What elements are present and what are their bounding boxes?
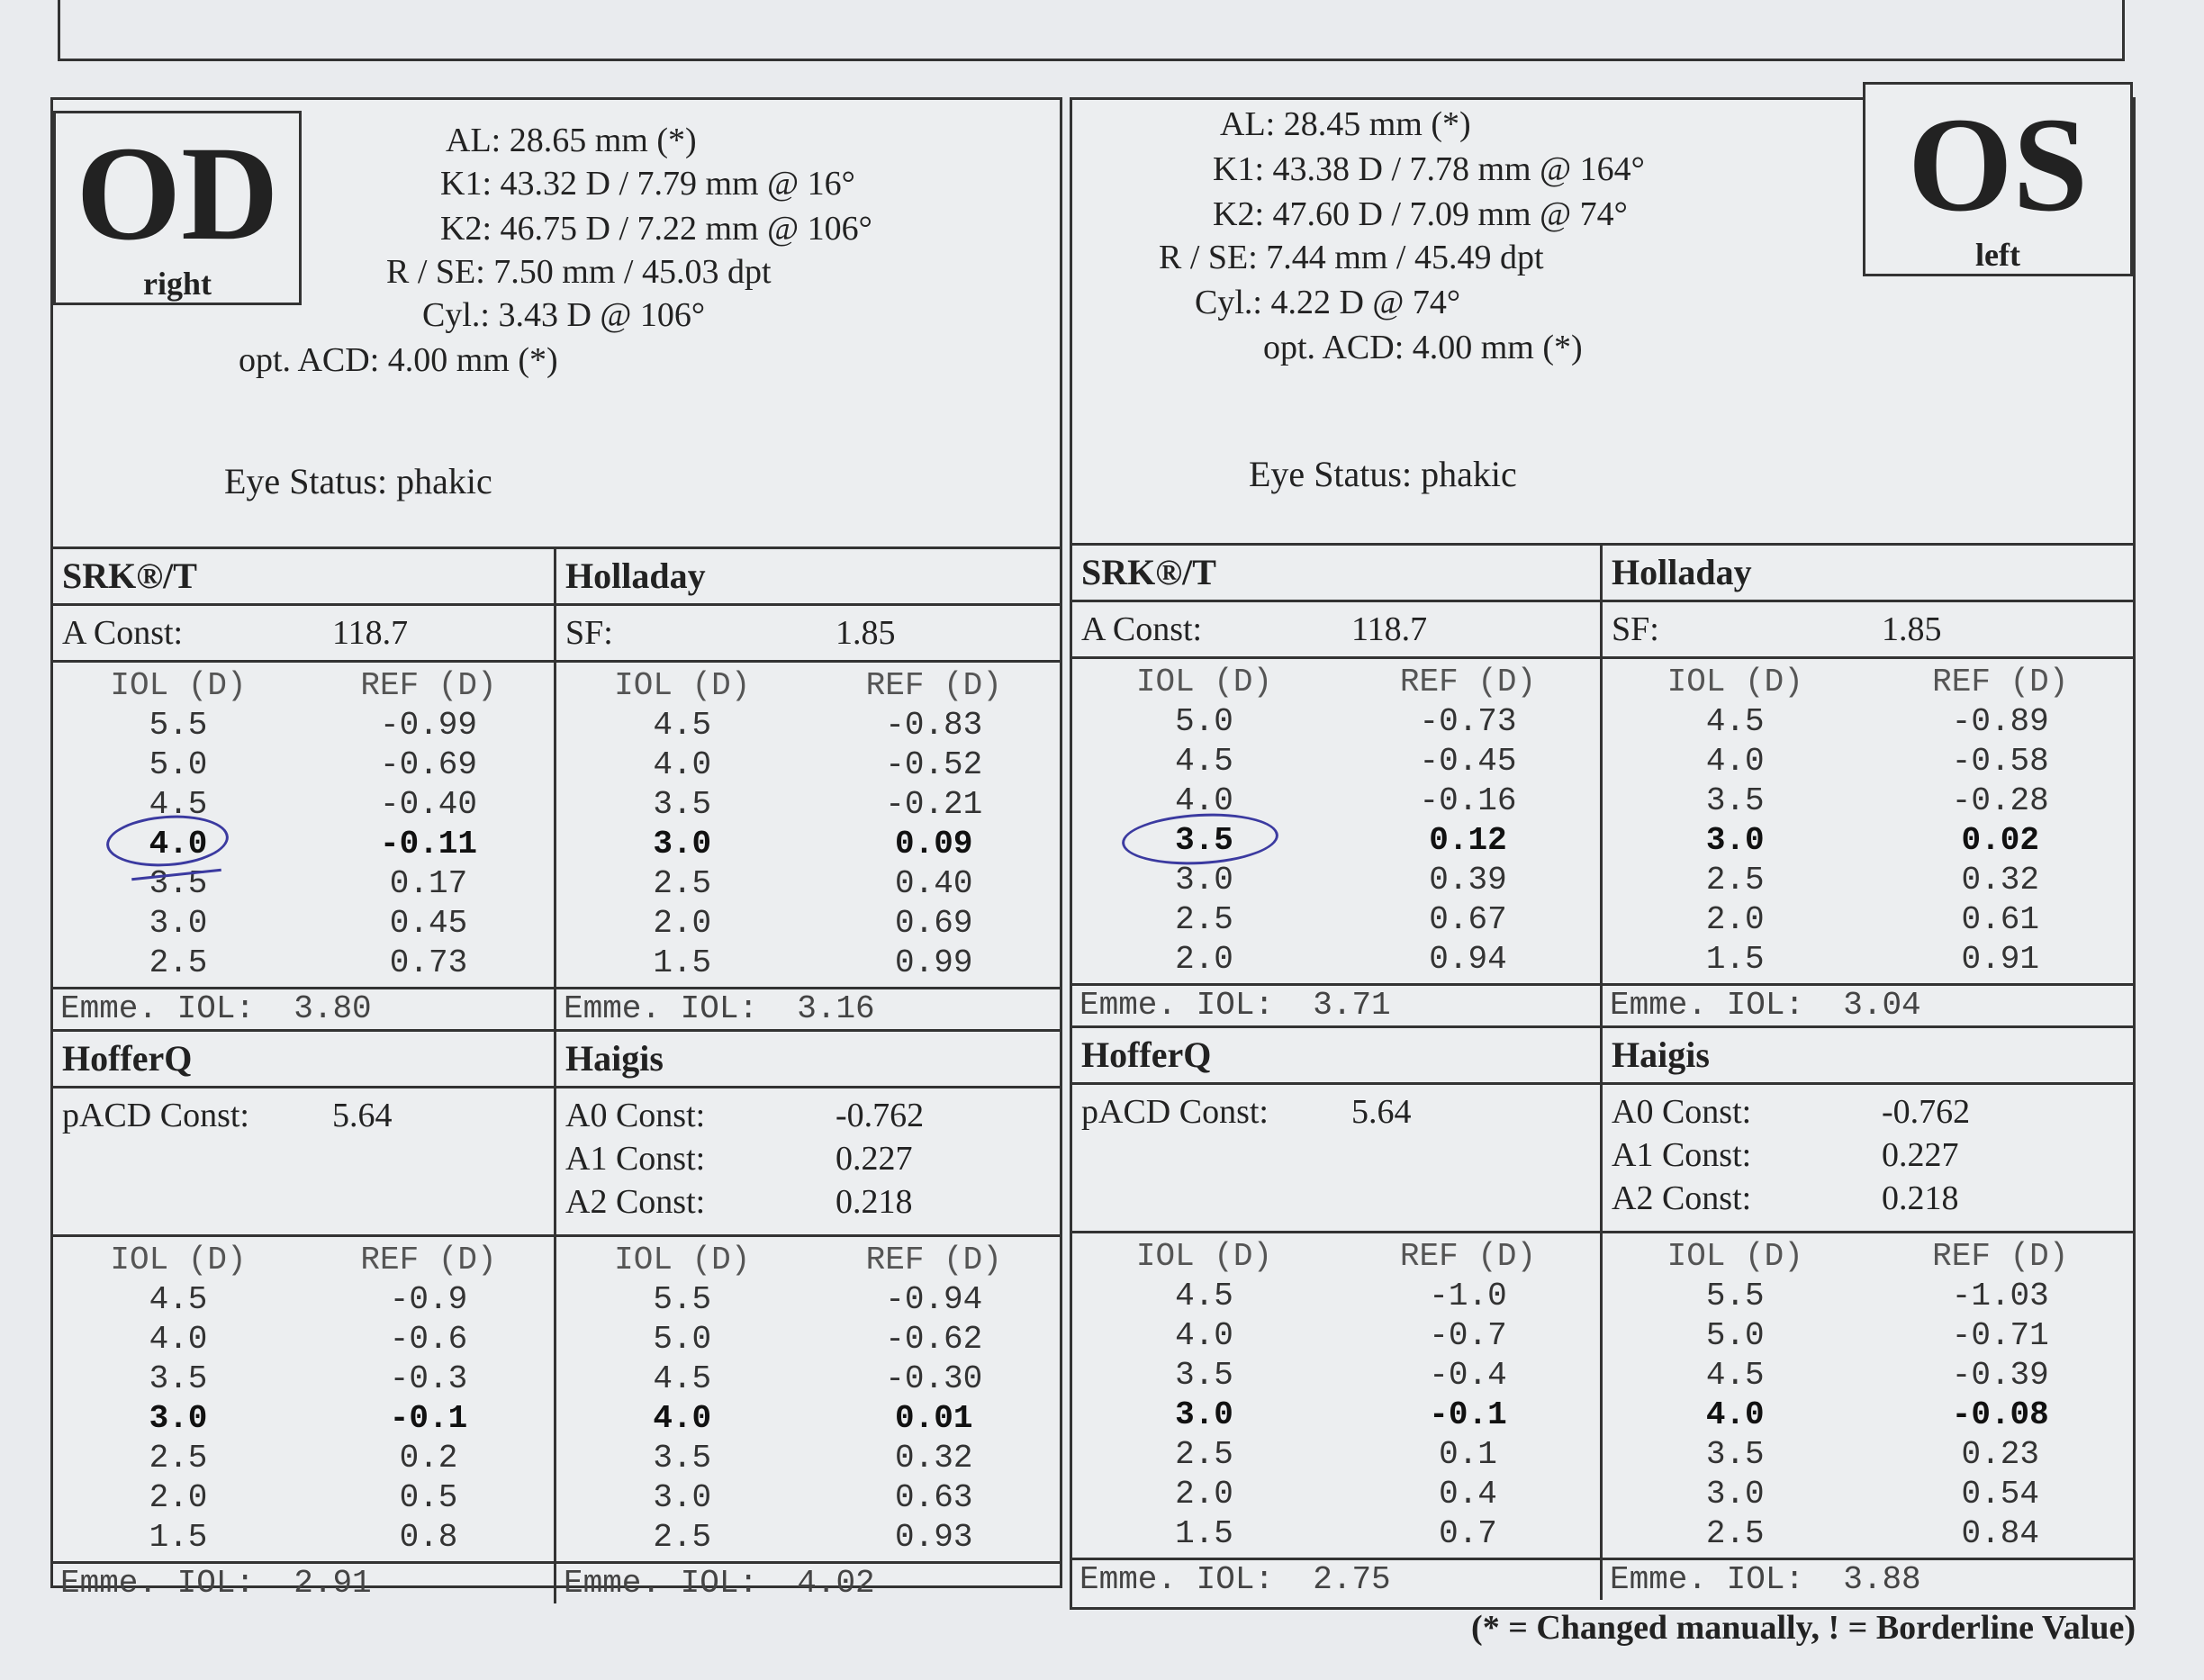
od-haigis: [556, 1032, 1060, 1603]
iol-cell: 3.0: [149, 1400, 208, 1437]
table-row: [556, 785, 1060, 825]
emme-iol: Emme. IOL: 3.80: [53, 987, 554, 1029]
ref-cell: 0.54: [1961, 1476, 2039, 1513]
table-header: [1603, 663, 2133, 702]
table-row: [53, 745, 554, 785]
ref-cell: -0.7: [1429, 1317, 1507, 1354]
iol-cell: 4.5: [1705, 703, 1765, 740]
od-side-label: right: [143, 266, 212, 302]
iol-cell: IOL (D): [1135, 1238, 1273, 1275]
ref-cell: 0.91: [1961, 941, 2039, 978]
ref-cell: 0.12: [1429, 822, 1507, 859]
os-k1: K1: 43.38 D / 7.78 mm @ 164°: [1213, 150, 1645, 188]
iol-cell: 5.0: [1175, 703, 1233, 740]
ref-cell: 0.17: [389, 865, 468, 902]
table-row: [1072, 702, 1600, 742]
ref-cell: -0.45: [1419, 743, 1517, 780]
table-row: [1072, 742, 1600, 781]
iol-cell: 2.0: [653, 905, 712, 942]
os-k2: K2: 47.60 D / 7.09 mm @ 74°: [1213, 195, 1628, 233]
iol-cell: 2.0: [1175, 941, 1233, 978]
ref-cell: -0.40: [379, 786, 478, 823]
ref-cell: -0.89: [1951, 703, 2049, 740]
iol-cell: 2.5: [149, 944, 208, 981]
ref-cell: 0.32: [895, 1440, 973, 1477]
iol-cell: 3.5: [149, 1360, 208, 1397]
ref-cell: -0.28: [1951, 782, 2049, 819]
table-row: [556, 1359, 1060, 1399]
table-row: [1072, 821, 1600, 861]
table-row: [1603, 861, 2133, 900]
ref-cell: -0.1: [389, 1400, 468, 1437]
ref-cell: -0.16: [1419, 782, 1517, 819]
iol-cell: 2.5: [1175, 1436, 1233, 1473]
formula-title: HofferQ: [1072, 1028, 1600, 1085]
ref-cell: 0.94: [1429, 941, 1507, 978]
ref-cell: -0.08: [1951, 1396, 2049, 1433]
iol-ref-table: [1603, 1233, 2133, 1558]
iol-cell: IOL (D): [1667, 1238, 1803, 1275]
od-label: OD: [76, 119, 279, 268]
iol-cell: IOL (D): [614, 1242, 751, 1278]
emme-iol: Emme. IOL: 3.88: [1603, 1558, 2133, 1600]
table-row: [53, 1478, 554, 1518]
iol-cell: 3.5: [149, 865, 208, 902]
table-row: [1072, 1316, 1600, 1356]
os-label: OS: [1907, 90, 2089, 239]
ref-cell: 0.61: [1961, 901, 2039, 938]
iol-cell: 4.0: [149, 1321, 208, 1358]
table-header: [556, 1241, 1060, 1280]
ref-cell: -0.30: [885, 1360, 983, 1397]
ref-cell: 0.5: [399, 1479, 458, 1516]
iol-cell: IOL (D): [110, 667, 247, 704]
ref-cell: -0.73: [1419, 703, 1517, 740]
emme-iol: Emme. IOL: 3.71: [1072, 983, 1600, 1025]
os-acd: opt. ACD: 4.00 mm (*): [1263, 329, 1583, 366]
os-header: [1072, 90, 2133, 546]
iol-cell: 4.0: [1705, 743, 1765, 780]
ref-cell: 0.67: [1429, 901, 1507, 938]
ref-cell: REF (D): [360, 667, 497, 704]
formula-title: Haigis: [556, 1032, 1060, 1088]
os-rse: R / SE: 7.44 mm / 45.49 dpt: [1159, 239, 1544, 276]
od-eye-status: Eye Status: phakic: [224, 461, 492, 501]
iol-cell: 2.5: [149, 1440, 208, 1477]
iol-cell: 4.0: [149, 826, 208, 863]
iol-cell: 5.0: [653, 1321, 712, 1358]
iol-cell: 4.5: [149, 786, 208, 823]
iol-cell: 5.0: [149, 746, 208, 783]
formula-title: Haigis: [1603, 1028, 2133, 1085]
ref-cell: -0.69: [379, 746, 478, 783]
ref-cell: -0.3: [389, 1360, 468, 1397]
ref-cell: 0.69: [895, 905, 973, 942]
iol-cell: IOL (D): [1667, 664, 1803, 700]
table-row: [53, 1280, 554, 1320]
ref-cell: REF (D): [1399, 1238, 1537, 1275]
table-row: [53, 1320, 554, 1359]
constant-row: pACD Const: 5.64: [1072, 1085, 1600, 1233]
constant-row: A Const: 118.7: [1072, 602, 1600, 659]
table-row: [556, 1399, 1060, 1439]
od-holladay: [556, 549, 1060, 1029]
table-row: [1603, 1356, 2133, 1395]
iol-cell: 5.0: [1705, 1317, 1765, 1354]
ref-cell: 0.09: [895, 826, 973, 863]
table-header: [53, 1241, 554, 1280]
emme-iol: Emme. IOL: 2.75: [1072, 1558, 1600, 1600]
table-header: [53, 666, 554, 706]
iol-cell: 2.5: [1705, 862, 1765, 899]
ref-cell: 0.1: [1439, 1436, 1497, 1473]
table-row: [1072, 861, 1600, 900]
iol-cell: 3.5: [1175, 1357, 1233, 1394]
os-haigis: [1603, 1028, 2133, 1600]
iol-cell: 4.0: [653, 1400, 712, 1437]
table-row: [53, 1439, 554, 1478]
ref-cell: 0.7: [1439, 1515, 1497, 1552]
os-hofferq: [1072, 1028, 1603, 1600]
table-row: [1603, 1395, 2133, 1435]
iol-cell: 5.5: [653, 1281, 712, 1318]
table-row: [53, 864, 554, 904]
ref-cell: 0.63: [895, 1479, 973, 1516]
ref-cell: 0.73: [389, 944, 468, 981]
iol-cell: 3.0: [653, 1479, 712, 1516]
constant-row: SF: 1.85: [556, 606, 1060, 663]
iol-cell: IOL (D): [1135, 664, 1273, 700]
ref-cell: 0.02: [1961, 822, 2039, 859]
iol-cell: 3.5: [653, 1440, 712, 1477]
table-row: [1072, 1395, 1600, 1435]
table-row: [556, 1478, 1060, 1518]
table-row: [53, 785, 554, 825]
od-srkt: [53, 549, 556, 1029]
ref-cell: 0.45: [389, 905, 468, 942]
ref-cell: -0.6: [389, 1321, 468, 1358]
iol-cell: 2.0: [1705, 901, 1765, 938]
ref-cell: -0.52: [885, 746, 983, 783]
table-row: [556, 745, 1060, 785]
table-row: [556, 904, 1060, 944]
table-row: [1072, 900, 1600, 940]
iol-cell: 4.5: [1175, 743, 1233, 780]
table-row: [53, 706, 554, 745]
iol-cell: 4.5: [653, 707, 712, 744]
table-row: [1072, 940, 1600, 980]
iol-ref-table: [556, 1237, 1060, 1561]
os-panel: [1070, 90, 2136, 1610]
iol-cell: 4.0: [1175, 1317, 1233, 1354]
ref-cell: REF (D): [360, 1242, 497, 1278]
od-k1: K1: 43.32 D / 7.79 mm @ 16°: [440, 165, 855, 203]
formula-title: HofferQ: [53, 1032, 554, 1088]
table-row: [53, 944, 554, 983]
ref-cell: REF (D): [865, 1242, 1002, 1278]
table-row: [556, 864, 1060, 904]
iol-ref-table: [53, 663, 554, 987]
ref-cell: 0.40: [895, 865, 973, 902]
od-k2: K2: 46.75 D / 7.22 mm @ 106°: [440, 210, 872, 248]
iol-ref-table: [1072, 1233, 1600, 1558]
ref-cell: -0.1: [1429, 1396, 1507, 1433]
ref-cell: REF (D): [1932, 1238, 2069, 1275]
table-row: [1603, 1475, 2133, 1514]
table-row: [1603, 1435, 2133, 1475]
iol-cell: 4.0: [1705, 1396, 1765, 1433]
iol-ref-table: [53, 1237, 554, 1561]
os-al: AL: 28.45 mm (*): [1220, 105, 1471, 143]
os-eye-status: Eye Status: phakic: [1249, 454, 1517, 494]
ref-cell: 0.93: [895, 1519, 973, 1556]
table-row: [1072, 1514, 1600, 1554]
table-row: [1603, 781, 2133, 821]
iol-cell: 3.0: [1175, 862, 1233, 899]
formula-title: SRK®/T: [1072, 546, 1600, 602]
iol-cell: 3.0: [1705, 822, 1765, 859]
od-cyl: Cyl.: 3.43 D @ 106°: [422, 296, 706, 334]
os-cyl: Cyl.: 4.22 D @ 74°: [1195, 284, 1461, 321]
ref-cell: 0.4: [1439, 1476, 1497, 1513]
od-hofferq: [53, 1032, 556, 1603]
constant-row: A Const: 118.7: [53, 606, 554, 663]
ref-cell: -0.11: [379, 826, 478, 863]
formula-title: SRK®/T: [53, 549, 554, 606]
iol-cell: IOL (D): [614, 667, 751, 704]
constant-row: pACD Const: 5.64: [53, 1088, 554, 1237]
iol-cell: 3.5: [1175, 822, 1233, 859]
ref-cell: -0.83: [885, 707, 983, 744]
table-row: [1072, 1435, 1600, 1475]
od-header: [53, 100, 1060, 549]
iol-cell: 5.5: [1705, 1278, 1765, 1314]
iol-cell: 4.0: [653, 746, 712, 783]
table-header: [1072, 663, 1600, 702]
table-row: [53, 1399, 554, 1439]
table-row: [1603, 1514, 2133, 1554]
iol-cell: 1.5: [1705, 941, 1765, 978]
ref-cell: 0.8: [399, 1519, 458, 1556]
table-row: [1072, 1356, 1600, 1395]
ref-cell: 0.23: [1961, 1436, 2039, 1473]
ref-cell: 0.2: [399, 1440, 458, 1477]
ref-cell: 0.32: [1961, 862, 2039, 899]
table-row: [1603, 900, 2133, 940]
ref-cell: REF (D): [865, 667, 1002, 704]
formula-title: Holladay: [1603, 546, 2133, 602]
iol-cell: 4.5: [1175, 1278, 1233, 1314]
ref-cell: -0.71: [1951, 1317, 2049, 1354]
top-blank-box: [58, 0, 2125, 61]
ref-cell: 0.01: [895, 1400, 973, 1437]
constant-row: A0 Const: -0.762 A1 Const: 0.227 A2 Const: 0.218: [556, 1088, 1060, 1237]
table-row: [1603, 940, 2133, 980]
ref-cell: 0.84: [1961, 1515, 2039, 1552]
os-side-label: left: [1975, 237, 2020, 273]
iol-ref-table: [1072, 659, 1600, 983]
table-row: [53, 904, 554, 944]
iol-ref-table: [556, 663, 1060, 987]
table-row: [556, 1320, 1060, 1359]
table-row: [1603, 742, 2133, 781]
iol-cell: 3.5: [653, 786, 712, 823]
table-row: [556, 1518, 1060, 1558]
iol-cell: 4.5: [653, 1360, 712, 1397]
ref-cell: -0.39: [1951, 1357, 2049, 1394]
iol-cell: 1.5: [653, 944, 712, 981]
table-row: [1603, 1316, 2133, 1356]
table-row: [1603, 1277, 2133, 1316]
iol-cell: 2.5: [653, 865, 712, 902]
table-row: [556, 825, 1060, 864]
os-holladay: [1603, 546, 2133, 1025]
ref-cell: -0.94: [885, 1281, 983, 1318]
table-row: [53, 1359, 554, 1399]
emme-iol: Emme. IOL: 4.02: [556, 1561, 1060, 1603]
iol-cell: 2.0: [149, 1479, 208, 1516]
emme-iol: Emme. IOL: 3.04: [1603, 983, 2133, 1025]
iol-cell: 5.5: [149, 707, 208, 744]
os-srkt: [1072, 546, 1603, 1025]
table-row: [1072, 1475, 1600, 1514]
emme-iol: Emme. IOL: 2.91: [53, 1561, 554, 1603]
od-acd: opt. ACD: 4.00 mm (*): [239, 341, 558, 379]
table-header: [1603, 1237, 2133, 1277]
iol-cell: 2.5: [653, 1519, 712, 1556]
ref-cell: -1.0: [1429, 1278, 1507, 1314]
ref-cell: -0.9: [389, 1281, 468, 1318]
iol-cell: IOL (D): [110, 1242, 247, 1278]
table-header: [556, 666, 1060, 706]
table-row: [1072, 1277, 1600, 1316]
table-row: [1603, 702, 2133, 742]
footnote: (* = Changed manually, ! = Borderline Value): [1471, 1609, 2136, 1647]
iol-cell: 3.0: [149, 905, 208, 942]
iol-cell: 3.0: [1705, 1476, 1765, 1513]
ref-cell: -0.99: [379, 707, 478, 744]
table-row: [556, 706, 1060, 745]
ref-cell: REF (D): [1932, 664, 2069, 700]
table-header: [1072, 1237, 1600, 1277]
iol-cell: 4.5: [1705, 1357, 1765, 1394]
iol-ref-table: [1603, 659, 2133, 983]
od-al: AL: 28.65 mm (*): [446, 122, 697, 159]
table-row: [53, 825, 554, 864]
os-badge: [1863, 82, 2133, 276]
iol-cell: 2.0: [1175, 1476, 1233, 1513]
iol-cell: 2.5: [1705, 1515, 1765, 1552]
ref-cell: -0.21: [885, 786, 983, 823]
emme-iol: Emme. IOL: 3.16: [556, 987, 1060, 1029]
formula-title: Holladay: [556, 549, 1060, 606]
constant-row: SF: 1.85: [1603, 602, 2133, 659]
od-rse: R / SE: 7.50 mm / 45.03 dpt: [386, 253, 772, 291]
table-row: [556, 944, 1060, 983]
table-row: [1603, 821, 2133, 861]
table-row: [556, 1439, 1060, 1478]
od-badge: [53, 111, 302, 305]
iol-cell: 4.0: [1175, 782, 1233, 819]
ref-cell: 0.39: [1429, 862, 1507, 899]
iol-cell: 3.5: [1705, 782, 1765, 819]
iol-cell: 4.5: [149, 1281, 208, 1318]
ref-cell: REF (D): [1399, 664, 1537, 700]
ref-cell: -0.58: [1951, 743, 2049, 780]
table-row: [53, 1518, 554, 1558]
iol-cell: 3.0: [653, 826, 712, 863]
iol-cell: 3.0: [1175, 1396, 1233, 1433]
ref-cell: -1.03: [1951, 1278, 2049, 1314]
iol-cell: 1.5: [1175, 1515, 1233, 1552]
constant-row: A0 Const: -0.762 A1 Const: 0.227 A2 Const: 0.218: [1603, 1085, 2133, 1233]
ref-cell: 0.99: [895, 944, 973, 981]
od-panel: [50, 97, 1062, 1602]
table-row: [556, 1280, 1060, 1320]
iol-cell: 1.5: [149, 1519, 208, 1556]
iol-cell: 2.5: [1175, 901, 1233, 938]
iol-cell: 3.5: [1705, 1436, 1765, 1473]
ref-cell: -0.62: [885, 1321, 983, 1358]
table-row: [1072, 781, 1600, 821]
ref-cell: -0.4: [1429, 1357, 1507, 1394]
